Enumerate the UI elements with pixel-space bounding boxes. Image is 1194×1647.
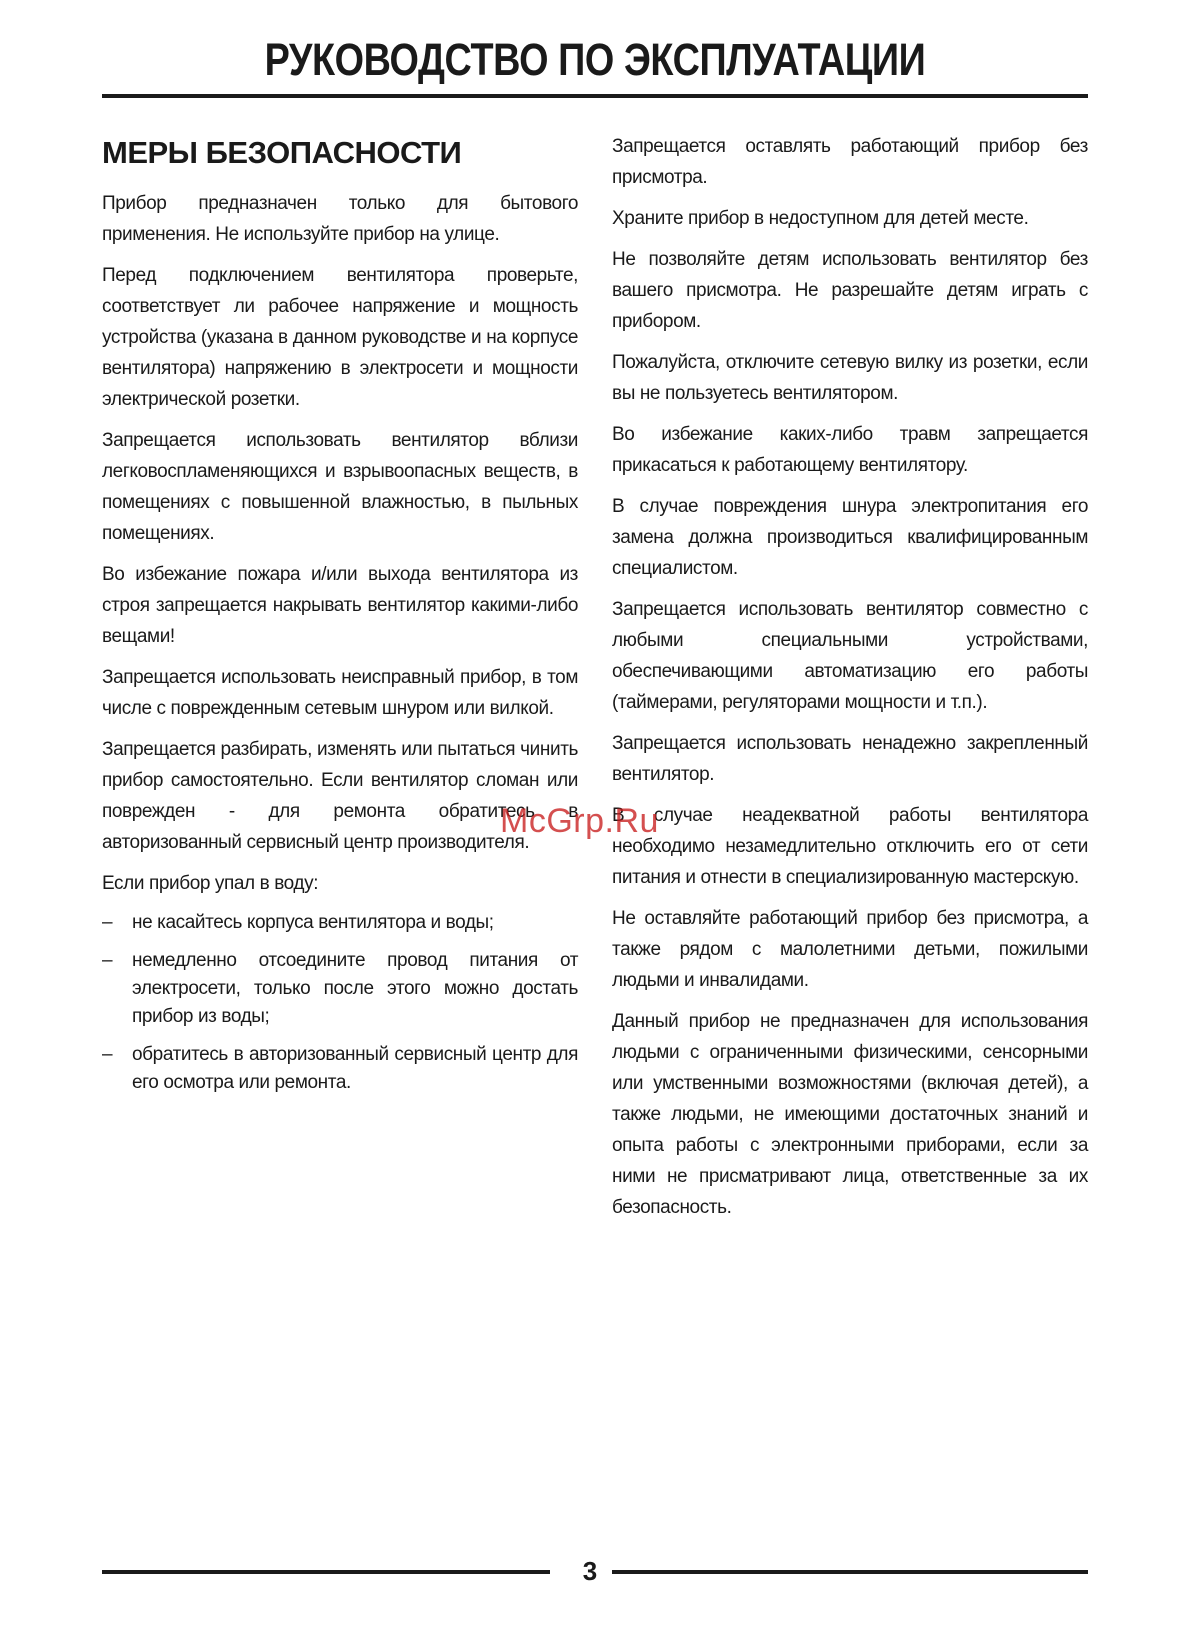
- list-dash: –: [102, 1044, 113, 1065]
- footer-rule-left: [102, 1570, 550, 1574]
- list-item-text: обратитесь в авторизованный сервисный центр для его осмотра или ремонта.: [132, 1044, 578, 1093]
- paragraph: Во избежание пожара и/или выхода вентилятора из строя запрещается накрывать вентилятор какими-либо вещами!: [102, 564, 578, 647]
- paragraph: Запрещается использовать ненадежно закрепленный вентилятор.: [612, 733, 1088, 785]
- paragraph: Пожалуйста, отключите сетевую вилку из розетки, если вы не пользуетесь вентилятором.: [612, 352, 1088, 404]
- watermark: McGrp.Ru: [500, 802, 659, 840]
- paragraph: Запрещается оставлять работающий прибор без присмотра.: [612, 136, 1088, 188]
- list-dash: –: [102, 912, 113, 933]
- page-header: [102, 28, 1088, 98]
- paragraph: Во избежание каких-либо травм запрещается прикасаться к работающему вентилятору.: [612, 424, 1088, 476]
- right-column: [612, 131, 1088, 1233]
- paragraph: Запрещается использовать неисправный прибор, в том числе с поврежденным сетевым шнуром или вилкой.: [102, 667, 578, 719]
- list-item-text: немедленно отсоедините провод питания от электросети, только после этого можно достать прибор из воды;: [132, 950, 578, 1027]
- paragraph: Запрещается разбирать, изменять или пытаться чинить прибор самостоятельно. Если вентилятор сломан или поврежден - для ремонта обратитесь в авторизованный сервисный центр производителя.: [102, 739, 578, 853]
- paragraph: Перед подключением вентилятора проверьте, соответствует ли рабочее напряжение и мощность устройства (указана в данном руководстве и на корпусе вентилятора) напряжению в электросети и мощности электрической розетки.: [102, 265, 578, 410]
- paragraph: Не оставляйте работающий прибор без присмотра, а также рядом с малолетними детьми, пожилыми людьми и инвалидами.: [612, 908, 1088, 991]
- water-instructions-list: [102, 909, 578, 1097]
- list-dash: –: [102, 950, 113, 971]
- section-title: МЕРЫ БЕЗОПАСНОСТИ: [102, 135, 462, 170]
- list-item-text: не касайтесь корпуса вентилятора и воды;: [132, 912, 494, 933]
- paragraph: Данный прибор не предназначен для использования людьми с ограниченными физическими, сенсорными или умственными возможностями (включая детей), а также людьми, не имеющими достаточных знаний и опыта работы с электронными приборами, если за ними не присматривают лица, ответственные за их безопасность.: [612, 1011, 1088, 1218]
- paragraph: Запрещается использовать вентилятор совместно с любыми специальными устройствами, обеспечивающими автоматизацию его работы (таймерами, регуляторами мощности и т.п.).: [612, 599, 1088, 713]
- paragraph: В случае повреждения шнура электропитания его замена должна производиться квалифицированным специалистом.: [612, 496, 1088, 579]
- paragraph: Храните прибор в недоступном для детей месте.: [612, 208, 1029, 229]
- page-title: РУКОВОДСТВО ПО ЭКСПЛУАТАЦИИ: [264, 34, 926, 85]
- list-intro: Если прибор упал в воду:: [102, 873, 319, 894]
- page-number: 3: [582, 1556, 598, 1586]
- paragraph: Прибор предназначен только для бытового применения. Не используйте прибор на улице.: [102, 193, 578, 245]
- paragraph: Не позволяйте детям использовать вентилятор без вашего присмотра. Не разрешайте детям играть с прибором.: [612, 249, 1088, 332]
- list-item: [102, 947, 578, 1031]
- left-column: [102, 128, 578, 1107]
- footer-rule-right: [612, 1570, 1088, 1574]
- list-item: [102, 1041, 578, 1097]
- paragraph: Запрещается использовать вентилятор вблизи легковоспламеняющихся и взрывоопасных веществ, в помещениях с повышенной влажностью, в пыльных помещениях.: [102, 430, 578, 544]
- list-item: [102, 909, 578, 937]
- paragraph: В случае неадекватной работы вентилятора необходимо незамедлительно отключить его от сети питания и отнести в специализированную мастерскую.: [612, 805, 1088, 888]
